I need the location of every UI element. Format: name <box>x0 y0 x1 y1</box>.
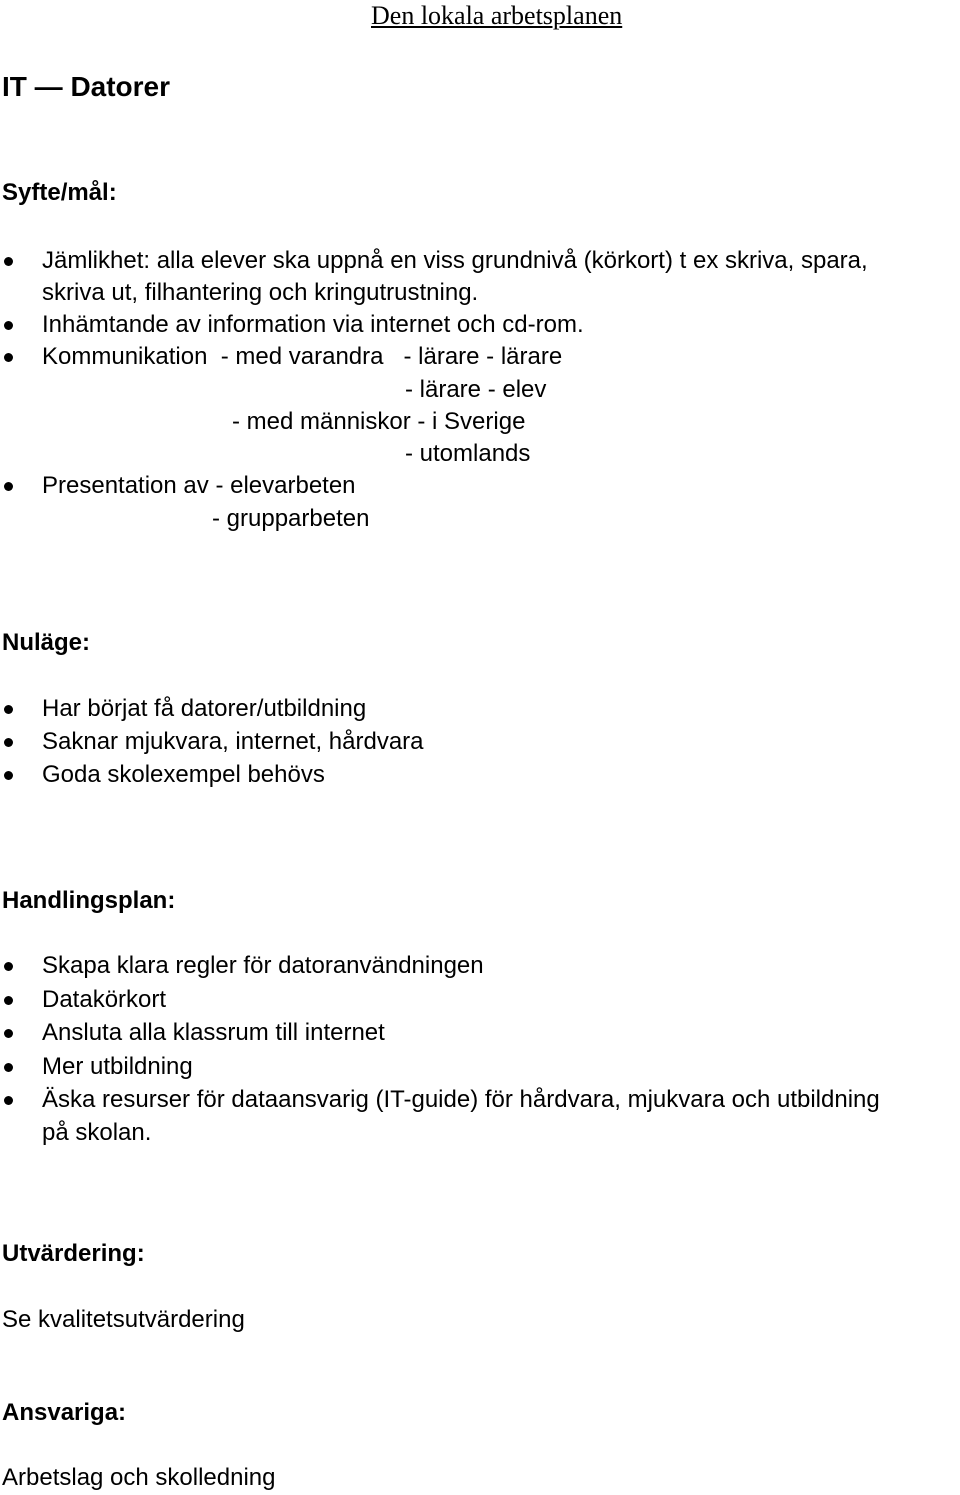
nulage-item-2: Saknar mjukvara, internet, hårdvara <box>42 728 424 755</box>
syfte-item-1-line-2: skriva ut, filhantering och kringutrustning. <box>42 279 479 306</box>
syfte-item-4-line-2: - grupparbeten <box>212 505 370 532</box>
section-heading-handlingsplan: Handlingsplan: <box>2 887 176 914</box>
bullet-icon <box>4 257 13 266</box>
syfte-item-1-line-1: Jämlikhet: alla elever ska uppnå en viss grundnivå (körkort) t ex skriva, spara, <box>42 247 868 274</box>
bullet-icon <box>4 771 13 780</box>
handlingsplan-item-4: Mer utbildning <box>42 1053 193 1080</box>
nulage-item-3: Goda skolexempel behövs <box>42 761 325 788</box>
utvardering-text: Se kvalitetsutvärdering <box>2 1306 245 1333</box>
syfte-item-2: Inhämtande av information via internet och cd-rom. <box>42 311 584 338</box>
bullet-icon <box>4 705 13 714</box>
bullet-icon <box>4 962 13 971</box>
document-header: Den lokala arbetsplanen <box>371 1 623 30</box>
bullet-icon <box>4 1029 13 1038</box>
nulage-item-1: Har börjat få datorer/utbildning <box>42 695 367 722</box>
section-heading-syfte: Syfte/mål: <box>2 179 117 206</box>
handlingsplan-item-5-line-2: på skolan. <box>42 1119 152 1146</box>
handlingsplan-item-2: Datakörkort <box>42 986 167 1013</box>
handlingsplan-item-1: Skapa klara regler för datoranvändningen <box>42 952 484 979</box>
section-heading-nulage: Nuläge: <box>2 629 91 656</box>
ansvariga-text: Arbetslag och skolledning <box>2 1464 276 1491</box>
section-heading-utvardering: Utvärdering: <box>2 1240 145 1267</box>
syfte-item-4-line-1: Presentation av - elevarbeten <box>42 472 356 499</box>
bullet-icon <box>4 1096 13 1105</box>
bullet-icon <box>4 353 13 362</box>
handlingsplan-item-5-line-1: Äska resurser för dataansvarig (IT-guide) för hårdvara, mjukvara och utbildning <box>42 1086 880 1113</box>
syfte-item-3-line-1: Kommunikation - med varandra - lärare - lärare <box>42 343 563 370</box>
bullet-icon <box>4 738 13 747</box>
bullet-icon <box>4 1063 13 1072</box>
syfte-item-3-line-3: - med människor - i Sverige <box>232 408 526 435</box>
bullet-icon <box>4 996 13 1005</box>
syfte-item-3-line-4: - utomlands <box>405 440 531 467</box>
document-title: IT — Datorer <box>2 71 171 102</box>
section-heading-ansvariga: Ansvariga: <box>2 1399 127 1426</box>
handlingsplan-item-3: Ansluta alla klassrum till internet <box>42 1019 385 1046</box>
bullet-icon <box>4 321 13 330</box>
bullet-icon <box>4 482 13 491</box>
syfte-item-3-line-2: - lärare - elev <box>405 376 547 403</box>
